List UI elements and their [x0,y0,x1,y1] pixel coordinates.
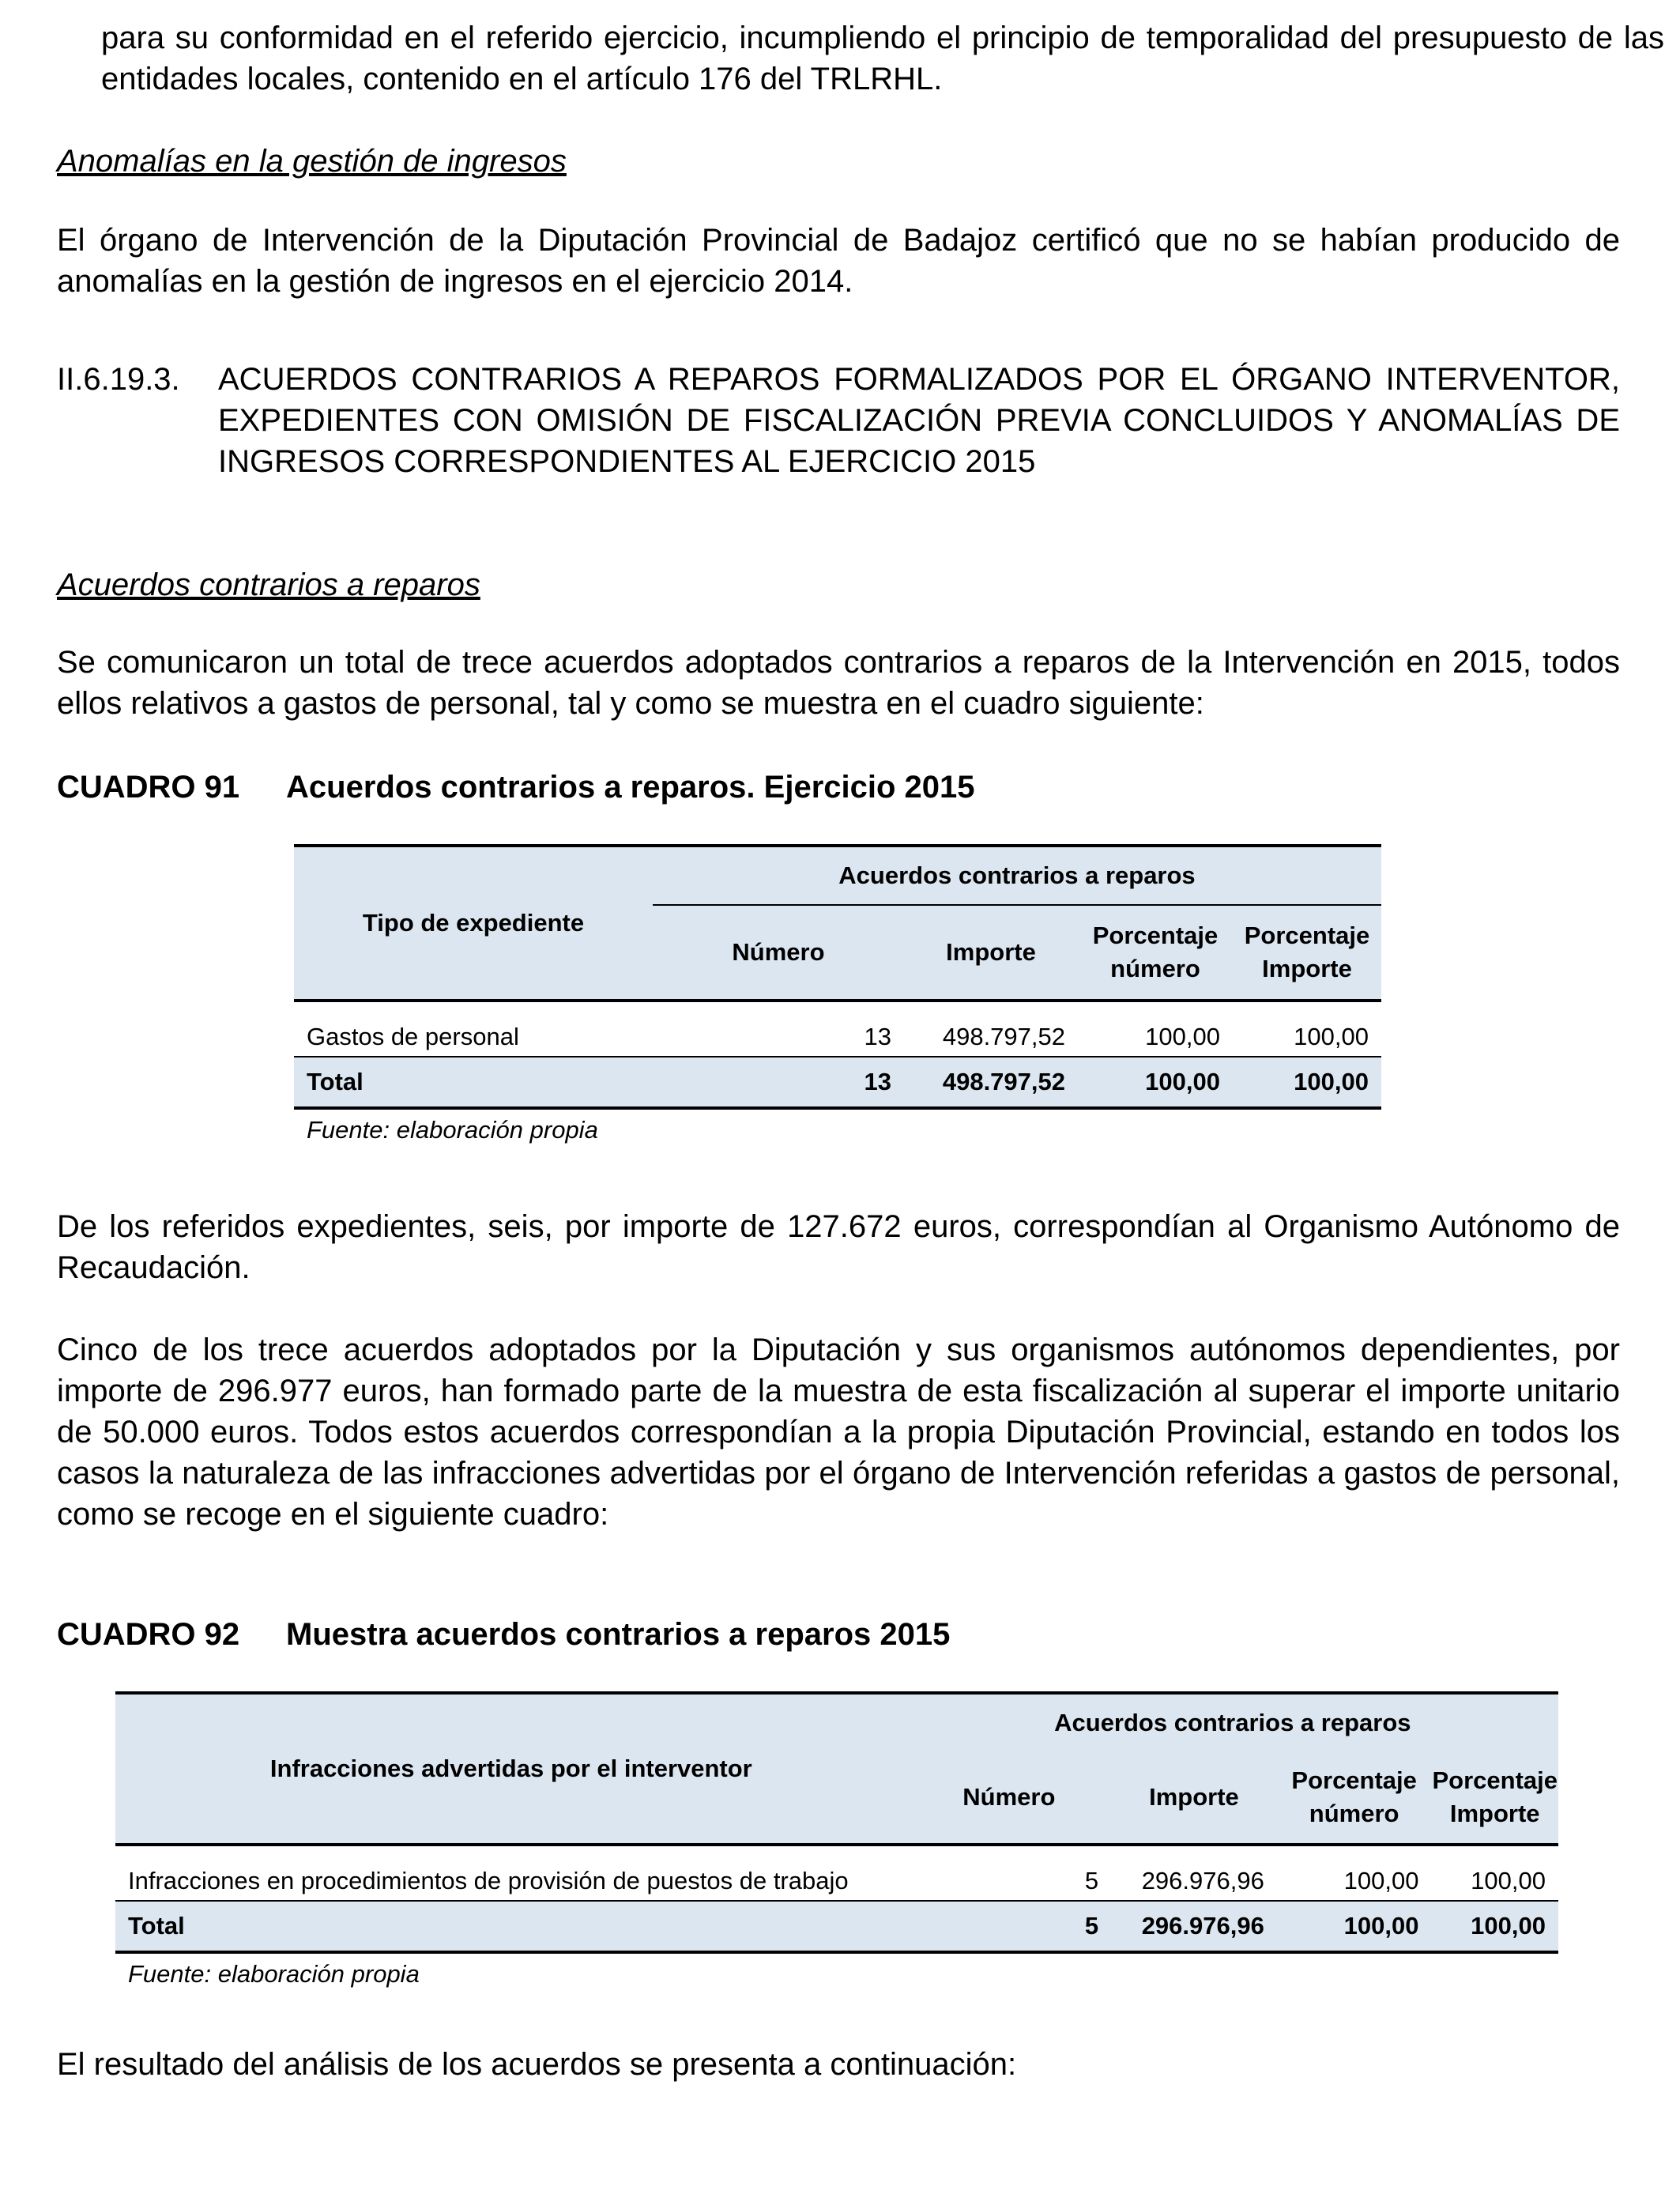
cell-total-importe: 498.797,52 [904,1057,1078,1108]
cuadro-91-number: CUADRO 91 [57,770,240,805]
table-row [115,1845,1558,1901]
cuadro-92-source: Fuente: elaboración propia [128,1960,420,1988]
cell-porcentaje-numero: 100,00 [1078,1001,1233,1057]
cell-total-porcentaje-importe: 100,00 [1233,1057,1381,1108]
cell-numero: 13 [653,1001,904,1057]
table-row [294,1001,1381,1057]
paragraph-resultado-analisis: El resultado del análisis de los acuerdos se presenta a continuación: [57,2047,1017,2082]
cell-total-porcentaje-numero: 100,00 [1078,1057,1233,1108]
header-group-acuerdos: Acuerdos contrarios a reparos [907,1693,1558,1751]
cuadro-92-number: CUADRO 92 [57,1617,240,1652]
cuadro-92-caption [57,1614,950,1655]
paragraph-cinco-acuerdos: Cinco de los trece acuerdos adoptados por la Diputación y sus organismos autónomos dependientes, por importe de 296.977 euros, han formado parte de la muestra de esta fiscalización al superar el importe unitario de 50.000 euros. Todos estos acuerdos correspondían a la propia Diputación Provincial, estando en todos los casos la naturaleza de las infracciones advertidas por el órgano de Intervención referidas a gastos de personal, como se recoge en el siguiente cuadro: [57,1333,1620,1532]
header-numero: Número [907,1751,1111,1845]
section-heading [57,359,1620,482]
cell-importe: 296.976,96 [1111,1845,1277,1901]
paragraph-organo-intervencion: El órgano de Intervención de la Diputación Provincial de Badajoz certificó que no se habían producido de anomalías en la gestión de ingresos en el ejercicio 2014. [57,223,1620,299]
cell-importe: 498.797,52 [904,1001,1078,1057]
cuadro-92-title: Muestra acuerdos contrarios a reparos 2015 [286,1617,951,1652]
paragraph-organismo-recaudacion: De los referidos expedientes, seis, por importe de 127.672 euros, correspondían al Organismo Autónomo de Recaudación. [57,1209,1620,1285]
table-header-row [115,1693,1558,1751]
header-porcentaje-numero: Porcentaje número [1078,905,1233,1001]
header-tipo-expediente: Tipo de expediente [294,846,653,1001]
header-porcentaje-numero: Porcentaje número [1277,1751,1432,1845]
cell-porcentaje-importe: 100,00 [1233,1001,1381,1057]
cuadro-92-table-wrapper [115,1691,1558,1995]
cell-total-numero: 13 [653,1057,904,1108]
header-group-acuerdos: Acuerdos contrarios a reparos [653,846,1381,905]
cell-porcentaje-numero: 100,00 [1277,1845,1432,1901]
cell-label: Gastos de personal [294,1001,653,1057]
table-total-row [115,1901,1558,1952]
cell-label: Infracciones en procedimientos de provisión de puestos de trabajo [115,1845,907,1901]
header-porcentaje-importe: Porcentaje Importe [1431,1751,1558,1845]
cuadro-91-caption [57,767,975,808]
section-number: II.6.19.3. [57,362,180,397]
paragraph-conformidad: para su conformidad en el referido ejercicio, incumpliendo el principio de temporalidad del presupuesto de las entidades locales, contenido en el artículo 176 del TRLRHL. [101,21,1664,96]
cell-total-label: Total [294,1057,653,1108]
header-importe: Importe [1111,1751,1277,1845]
cell-total-numero: 5 [907,1901,1111,1952]
cuadro-92-table [115,1691,1558,1954]
table-header-row [294,846,1381,905]
header-infracciones: Infracciones advertidas por el interventor [115,1693,907,1845]
cell-total-porcentaje-importe: 100,00 [1431,1901,1558,1952]
paragraph-trece-acuerdos: Se comunicaron un total de trece acuerdos adoptados contrarios a reparos de la Intervención en 2015, todos ellos relativos a gastos de personal, tal y como se muestra en el cuadro siguiente: [57,645,1620,721]
header-numero: Número [653,905,904,1001]
cell-total-porcentaje-numero: 100,00 [1277,1901,1432,1952]
cuadro-91-table [294,844,1381,1110]
cell-total-importe: 296.976,96 [1111,1901,1277,1952]
heading-acuerdos-reparos: Acuerdos contrarios a reparos [57,567,480,602]
section-title: ACUERDOS CONTRARIOS A REPAROS FORMALIZADOS POR EL ÓRGANO INTERVENTOR, EXPEDIENTES CON OMISIÓN DE FISCALIZACIÓN PREVIA CONCLUIDOS Y ANOMALÍAS DE INGRESOS CORRESPONDIENTES AL EJERCICIO 2015 [218,362,1620,479]
cell-total-label: Total [115,1901,907,1952]
cuadro-91-source: Fuente: elaboración propia [307,1116,598,1144]
cell-numero: 5 [907,1845,1111,1901]
table-total-row [294,1057,1381,1108]
cuadro-91-title: Acuerdos contrarios a reparos. Ejercicio 2015 [286,770,975,805]
cell-porcentaje-importe: 100,00 [1431,1845,1558,1901]
header-importe: Importe [904,905,1078,1001]
heading-anomalias-ingresos: Anomalías en la gestión de ingresos [57,144,567,179]
header-porcentaje-importe: Porcentaje Importe [1233,905,1381,1001]
cuadro-91-table-wrapper [294,844,1381,1151]
